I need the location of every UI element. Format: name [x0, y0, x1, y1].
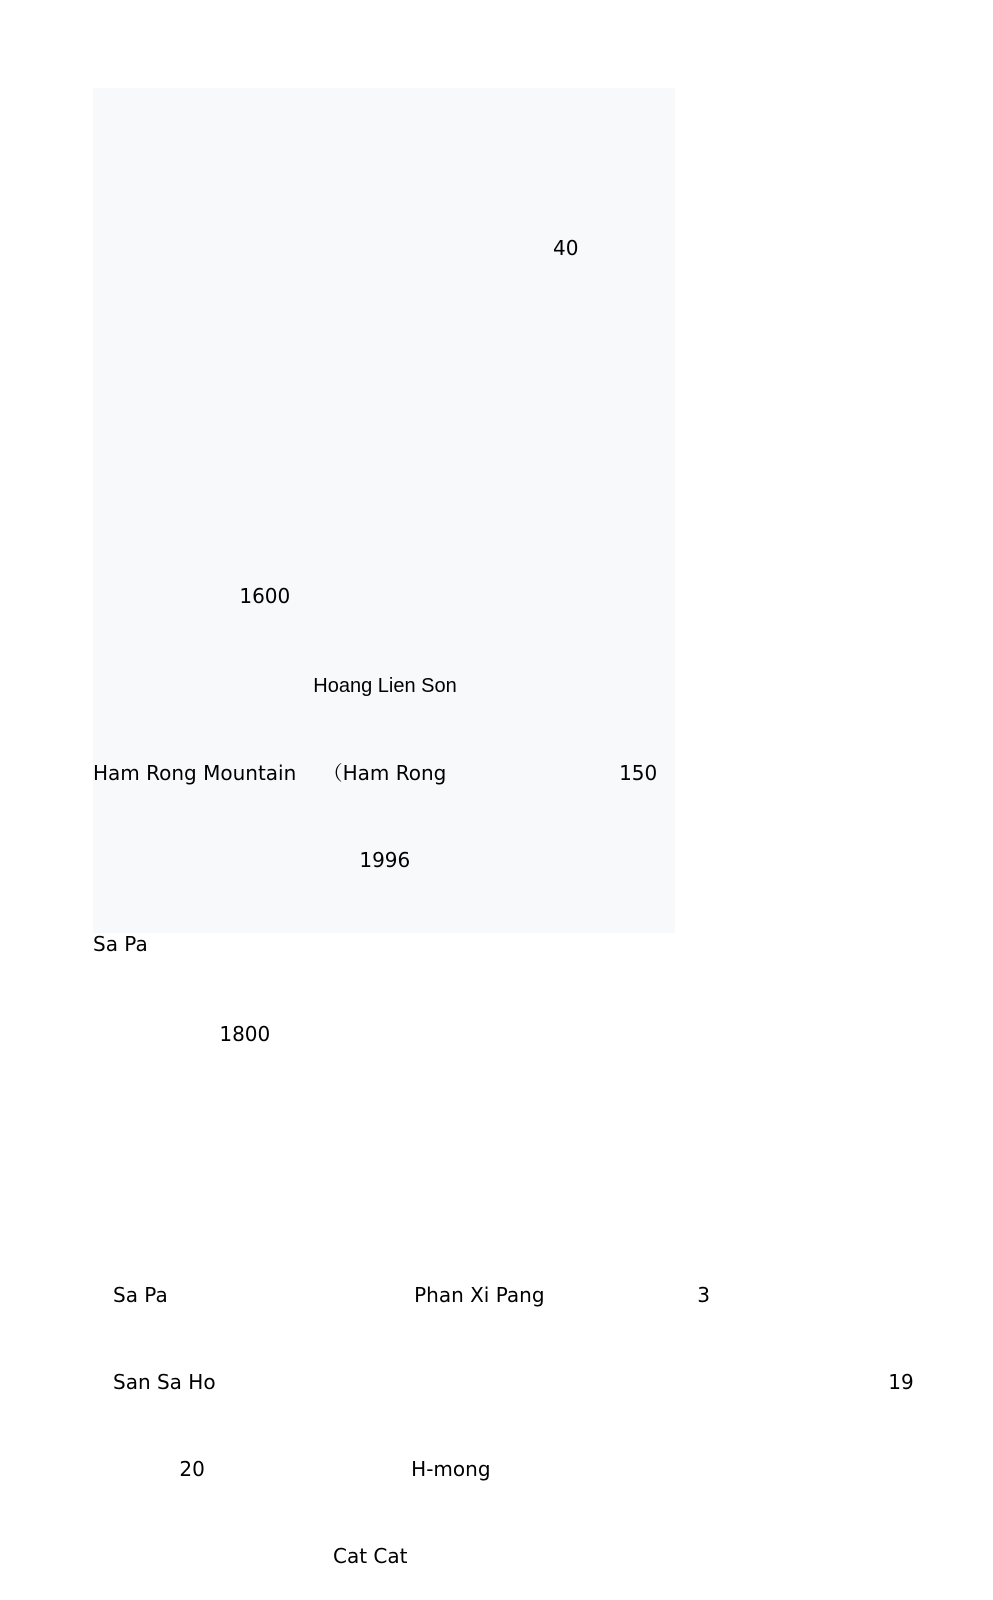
section-2-para-1-line-2: 1996 — [93, 848, 977, 872]
section-2-para-1-line-3 — [93, 933, 677, 962]
section-1-para-2-line-1: 1600 — [93, 584, 957, 608]
section-1-para-1-line-3 — [93, 408, 677, 437]
section-2-para-1-line-4: 1800 — [93, 1022, 957, 1046]
section-1-para-2-line-5: Sa Pa — [93, 932, 955, 956]
section-2-para-1-line-6 — [93, 1194, 677, 1223]
section-2-para-2-line-4: Cat Cat — [93, 1544, 794, 1568]
section-1-para-1-line-1: 40 — [93, 236, 985, 260]
section-1-heading — [93, 147, 677, 176]
section-1-para-1-line-2 — [93, 321, 677, 350]
section-2-para-1-line-5 — [93, 1107, 677, 1136]
section-2-heading: Hoang Lien Son — [313, 675, 457, 697]
section-2-para-2-line-3: 20 H-mong — [93, 1457, 917, 1481]
section-2 — [93, 614, 977, 1600]
section-2-para-2-line-2: San Sa Ho 19 — [93, 1370, 914, 1394]
section-1-para-1-line-4 — [93, 495, 677, 524]
section-2-para-1-line-1: Ham Rong Mountain （Ham Rong 150 — [93, 761, 704, 785]
section-2-para-2-line-1: Sa Pa Phan Xi Pang 3 — [93, 1283, 817, 1307]
